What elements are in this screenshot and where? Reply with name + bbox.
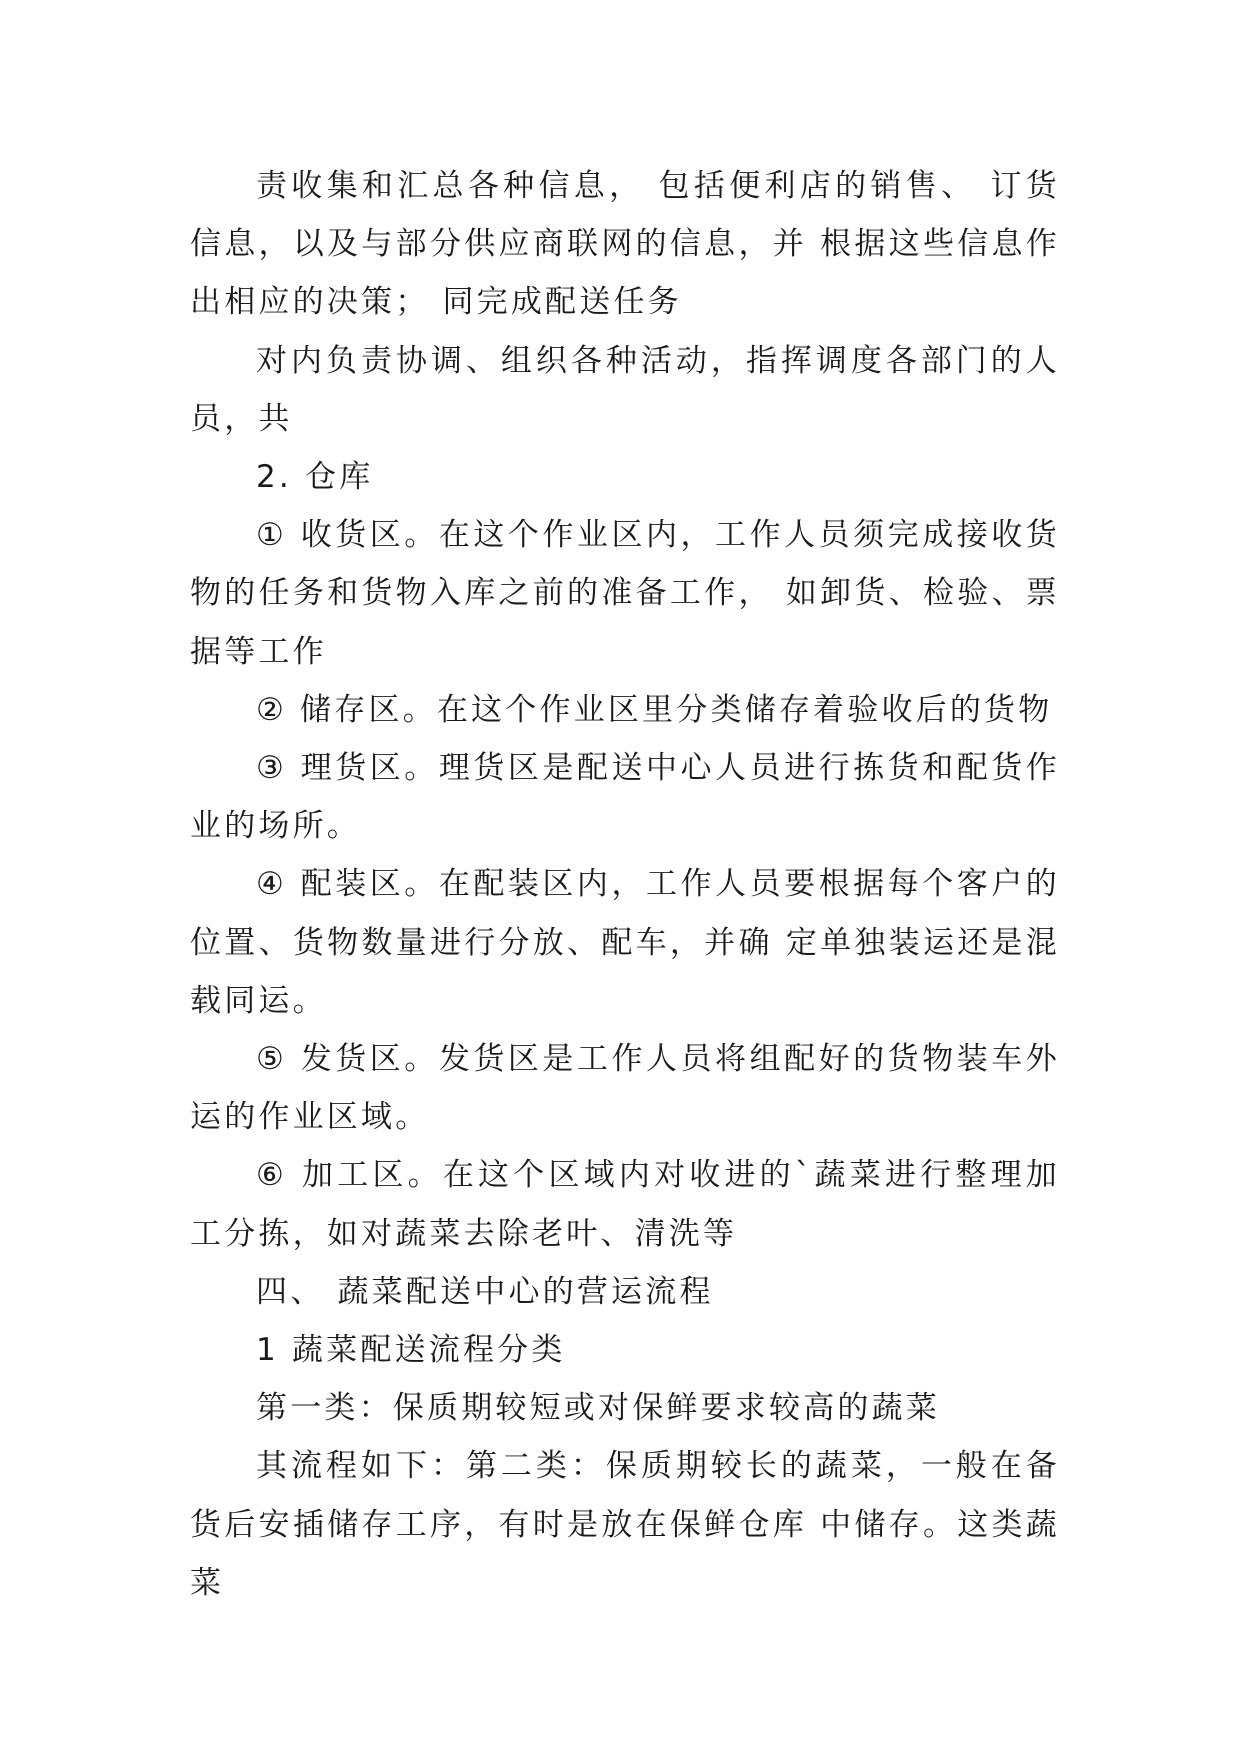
paragraph-category-two: 其流程如下：第二类：保质期较长的蔬菜，一般在备货后安插储存工序，有时是放在保鲜仓库 中储存。这类蔬菜 (190, 1448, 1060, 1601)
paragraph-internal-coordination: 对内负责协调、组织各种活动，指挥调度各部门的人员，共 (190, 342, 1060, 437)
heading-process-classification: 1 蔬菜配送流程分类 (256, 1332, 566, 1369)
heading-operation-process: 四、 蔬菜配送中心的营运流程 (256, 1273, 714, 1310)
paragraph-category-one: 第一类：保质期较短或对保鲜要求较高的蔬菜 (256, 1390, 940, 1427)
paragraph-sorting-area: ③ 理货区。理货区是配送中心人员进行拣货和配货作业的场所。 (190, 750, 1060, 845)
paragraph-shipping-area: ⑤ 发货区。发货区是工作人员将组配好的货物装车外运的作业区域。 (190, 1041, 1060, 1136)
paragraph-info-collection: 责收集和汇总各种信息， 包括便利店的销售、 订货信息，以及与部分供应商联网的信息，并 根据这些信息作出相应的决策； 同完成配送任务 (190, 168, 1060, 321)
paragraph-processing-area: ⑥ 加工区。在这个区域内对收进的`蔬菜进行整理加工分拣，如对蔬菜去除老叶、清洗等 (190, 1157, 1060, 1252)
paragraph-storage-area: ② 储存区。在这个作业区里分类储存着验收后的货物 (256, 691, 1053, 728)
paragraph-receiving-area: ① 收货区。在这个作业区内，工作人员须完成接收货物的任务和货物入库之前的准备工作， 如卸货、检验、票据等工作 (190, 517, 1060, 670)
heading-warehouse: 2. 仓库 (256, 459, 374, 496)
paragraph-loading-area: ④ 配装区。在配装区内，工作人员要根据每个客户的位置、货物数量进行分放、配车，并确 定单独装运还是混载同运。 (190, 866, 1060, 1019)
body-text (190, 157, 1060, 1612)
